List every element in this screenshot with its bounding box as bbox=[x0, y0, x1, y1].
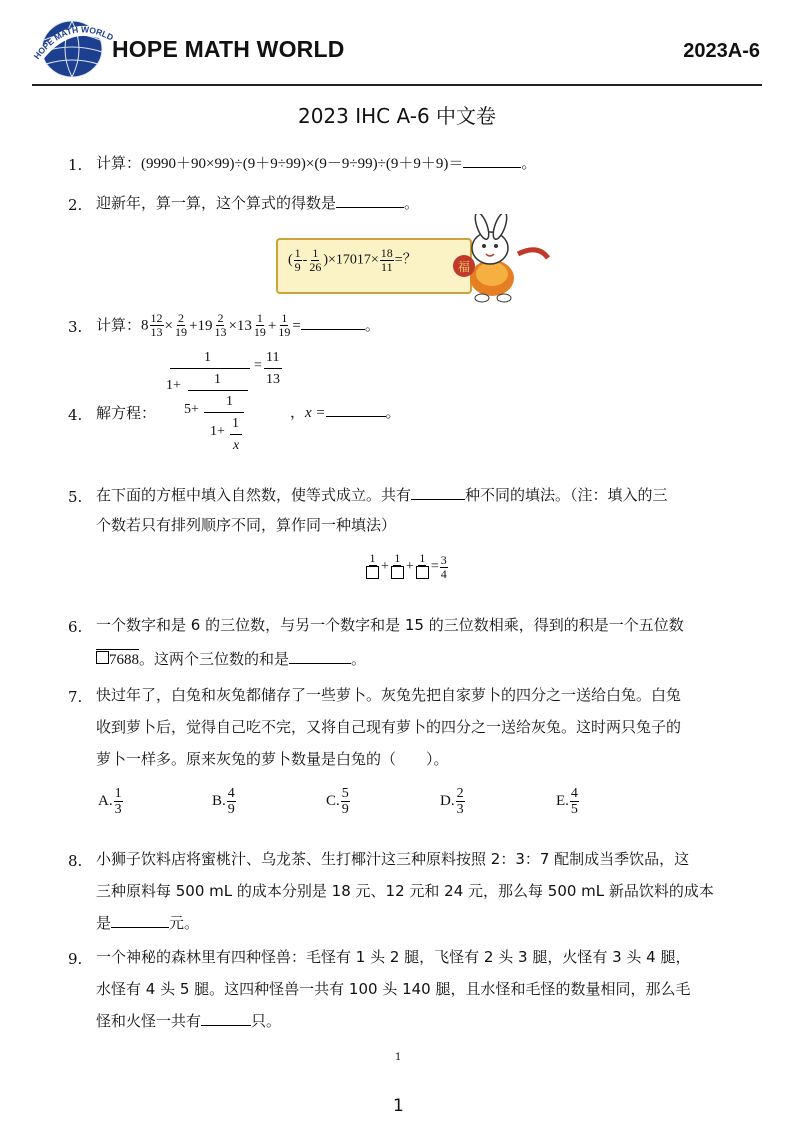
q5-rhs-num: 3 bbox=[440, 552, 447, 567]
q2-tail: =？ bbox=[394, 252, 417, 268]
fu-badge: 福 bbox=[457, 260, 471, 274]
q4-rhs-den: 13 bbox=[266, 372, 280, 387]
q1-number: 1. bbox=[68, 156, 83, 174]
q2-answer-blank[interactable] bbox=[336, 193, 404, 208]
q4-x: x bbox=[233, 438, 240, 453]
q6-answer-blank[interactable] bbox=[289, 649, 351, 664]
q6-overlined-number bbox=[96, 649, 139, 668]
q4-equation bbox=[166, 350, 286, 475]
q8-line3a: 是 bbox=[96, 914, 112, 932]
q4-eq: = bbox=[254, 358, 262, 373]
q5-num-2: 1 bbox=[394, 551, 401, 565]
q3-b-num: 2 bbox=[177, 311, 184, 325]
choice-letter: C. bbox=[326, 792, 340, 809]
q6-number: 6. bbox=[68, 618, 83, 636]
choice-num: 5 bbox=[341, 786, 349, 801]
q1-text bbox=[96, 148, 536, 179]
q3-number: 3. bbox=[68, 318, 83, 336]
q2-f3-den: 11 bbox=[381, 260, 393, 274]
q5-equation bbox=[364, 552, 449, 582]
logo bbox=[32, 18, 114, 80]
q8-line2: 三种原料每 500 mL 的成本分别是 18 元、12 元和 24 元，那么每 500 mL 新品饮料的成本 bbox=[96, 882, 714, 900]
q5-line2: 个数若只有排列顺序不同，算作同一种填法） bbox=[96, 516, 397, 534]
q2-text bbox=[96, 188, 419, 218]
q4-one-2: 1 bbox=[214, 372, 221, 387]
choice-den: 3 bbox=[456, 802, 464, 817]
q8-number: 8. bbox=[68, 852, 83, 870]
rabbit-illustration bbox=[448, 214, 552, 304]
choice-letter: B. bbox=[212, 792, 226, 809]
q6-line2-text: 。这两个三位数的和是 bbox=[139, 650, 290, 668]
q6-line1: 一个数字和是 6 的三位数，与另一个数字和是 15 的三位数相乘，得到的积是一个五位数 bbox=[96, 616, 684, 634]
q3-c-num: 2 bbox=[217, 311, 224, 325]
q3-eq: = bbox=[292, 318, 301, 334]
q7-line3: 萝卜一样多。原来灰兔的萝卜数量是白兔的（ ）。 bbox=[96, 750, 449, 768]
q5-rhs-den: 4 bbox=[440, 566, 447, 581]
q6-line2 bbox=[96, 644, 366, 675]
q5-box-1[interactable] bbox=[366, 566, 379, 579]
q6-box[interactable] bbox=[96, 651, 109, 664]
q3-end: 。 bbox=[364, 316, 380, 334]
q5-plus-2: + bbox=[405, 559, 414, 575]
q1-end: 。 bbox=[521, 154, 537, 172]
choice-num: 4 bbox=[227, 786, 235, 801]
q2-end: 。 bbox=[404, 194, 420, 212]
q3-b-den: 19 bbox=[174, 325, 187, 339]
choice-letter: E. bbox=[556, 792, 569, 809]
q4-five-plus: 5+ bbox=[184, 402, 199, 417]
page-number: 1 bbox=[393, 1096, 404, 1116]
q3-e-den: 19 bbox=[278, 325, 291, 339]
q8-line1: 小狮子饮料店将蜜桃汁、乌龙茶、生打椰汁这三种原料按照 2：3：7 配制成当季饮品，这 bbox=[96, 850, 690, 868]
q5-plus-1: + bbox=[381, 559, 389, 575]
q5-line1a: 在下面的方框中填入自然数，使等式成立。共有 bbox=[96, 486, 412, 504]
q3-label: 计算： bbox=[96, 316, 142, 334]
q5-box-3[interactable] bbox=[416, 566, 429, 579]
q6-end: 。 bbox=[351, 650, 367, 668]
globe-logo-icon bbox=[32, 18, 114, 80]
q5-number: 5. bbox=[68, 488, 83, 506]
q4-rhs-bar bbox=[264, 368, 282, 369]
choice-den: 5 bbox=[570, 802, 578, 817]
q7-choice-b[interactable] bbox=[212, 786, 237, 817]
q2-minus: - bbox=[302, 252, 308, 268]
q2-f2-num: 1 bbox=[312, 246, 319, 260]
q4-one-plus: 1+ bbox=[166, 378, 181, 393]
q2-f2-den: 26 bbox=[309, 260, 322, 274]
q6-digits: 7688 bbox=[109, 652, 139, 668]
brand-name: HOPE MATH WORLD bbox=[112, 36, 345, 62]
choice-den: 3 bbox=[114, 802, 122, 817]
q2-open-paren: ( bbox=[288, 252, 293, 268]
q9-line3a: 怪和火怪一共有 bbox=[96, 1012, 202, 1030]
q3-plus2: + bbox=[267, 318, 277, 334]
q2-prompt: 迎新年，算一算，这个算式的得数是 bbox=[96, 194, 337, 212]
q4-number: 4. bbox=[68, 406, 83, 424]
q9-line3 bbox=[96, 1006, 281, 1036]
q5-line1 bbox=[96, 480, 668, 510]
q1-answer-blank[interactable] bbox=[463, 153, 521, 168]
q5-eq: = bbox=[430, 559, 439, 575]
q4-bar2 bbox=[188, 390, 248, 391]
q4-bar1 bbox=[170, 368, 250, 369]
q4-bar4 bbox=[230, 434, 242, 435]
choice-num: 1 bbox=[114, 786, 122, 801]
q4-x-eq: x = bbox=[305, 405, 326, 421]
q5-line1b: 种不同的填法。（注：填入的三 bbox=[465, 486, 668, 504]
q7-choice-d[interactable] bbox=[440, 786, 466, 817]
q2-expression-box bbox=[276, 238, 472, 294]
q9-answer-blank[interactable] bbox=[201, 1011, 251, 1026]
q5-answer-blank[interactable] bbox=[411, 485, 465, 500]
q9-line3b: 只。 bbox=[251, 1012, 282, 1030]
q4-answer-blank[interactable] bbox=[326, 402, 386, 417]
q7-choice-c[interactable] bbox=[326, 786, 351, 817]
q4-label: 解方程： bbox=[96, 404, 157, 422]
paper-code: 2023A-6 bbox=[683, 40, 760, 62]
q4-one-plus-2: 1+ bbox=[210, 424, 225, 439]
header-divider bbox=[32, 84, 762, 86]
q2-mid: )×17017× bbox=[323, 252, 379, 268]
q9-number: 9. bbox=[68, 950, 83, 968]
q2-number: 2. bbox=[68, 196, 83, 214]
choice-den: 9 bbox=[227, 802, 235, 817]
q3-times1: × bbox=[164, 318, 173, 334]
choice-num: 2 bbox=[456, 786, 464, 801]
q2-f1-num: 1 bbox=[294, 246, 301, 260]
page-title: 2023 IHC A-6 中文卷 bbox=[297, 104, 497, 128]
q4-bar3 bbox=[204, 412, 244, 413]
q3-d-den: 19 bbox=[253, 325, 266, 339]
q8-answer-blank[interactable] bbox=[111, 913, 169, 928]
choice-letter: A. bbox=[98, 792, 113, 809]
q5-num-1: 1 bbox=[369, 551, 376, 565]
q3-plus1: +19 bbox=[188, 318, 213, 334]
q1-expression: (9990＋90×99)÷(9＋9÷99)×(9－9÷99)÷(9＋9＋9)＝ bbox=[141, 156, 464, 172]
logo-arc-text: HOPE MATH WORL bbox=[32, 24, 110, 62]
q3-c-den: 13 bbox=[214, 325, 227, 339]
q4-one-4: 1 bbox=[232, 416, 239, 431]
q5-box-2[interactable] bbox=[391, 566, 404, 579]
q3-d-num: 1 bbox=[256, 311, 263, 325]
choice-num: 4 bbox=[570, 786, 578, 801]
q3-times2: ×13 bbox=[228, 318, 252, 334]
q3-text bbox=[96, 310, 380, 341]
inner-page-number: 1 bbox=[395, 1052, 402, 1063]
q4-answer: ，x = 。 bbox=[290, 398, 401, 428]
q2-f1-den: 9 bbox=[294, 260, 301, 274]
q7-number: 7. bbox=[68, 688, 83, 706]
q9-line2: 水怪有 4 头 5 腿。这四种怪兽一共有 100 头 140 腿，且水怪和毛怪的数量相同，那么毛 bbox=[96, 980, 691, 998]
q7-line1: 快过年了，白兔和灰兔都储存了一些萝卜。灰兔先把自家萝卜的四分之一送给白兔。白兔 bbox=[96, 686, 682, 704]
rabbit-icon bbox=[448, 214, 552, 304]
q8-line3 bbox=[96, 908, 199, 938]
q7-line2: 收到萝卜后，觉得自己吃不完，又将自己现有萝卜的四分之一送给灰兔。这时两只兔子的 bbox=[96, 718, 682, 736]
q8-line3b: 元。 bbox=[169, 914, 200, 932]
q4-rhs-num: 11 bbox=[266, 350, 280, 365]
q7-choice-a[interactable] bbox=[98, 786, 124, 817]
choice-letter: D. bbox=[440, 792, 455, 809]
q9-line1: 一个神秘的森林里有四种怪兽：毛怪有 1 头 2 腿，飞怪有 2 头 3 腿，火怪有 3 头 4 腿， bbox=[96, 948, 691, 966]
q3-answer-blank[interactable] bbox=[301, 315, 365, 330]
q4-one-3: 1 bbox=[226, 394, 233, 409]
choice-den: 9 bbox=[341, 802, 349, 817]
q1-label: 计算： bbox=[96, 154, 142, 172]
q3-whole: 8 bbox=[141, 317, 149, 334]
q2-f3-num: 18 bbox=[380, 246, 393, 260]
q7-choice-e[interactable] bbox=[556, 786, 580, 817]
q3-a-num: 12 bbox=[150, 311, 163, 325]
q3-a-den: 13 bbox=[150, 325, 163, 339]
q4-top-one: 1 bbox=[204, 350, 211, 365]
q4-end: 。 bbox=[385, 405, 401, 421]
q3-e-num: 1 bbox=[281, 311, 288, 325]
q5-num-3: 1 bbox=[419, 551, 426, 565]
